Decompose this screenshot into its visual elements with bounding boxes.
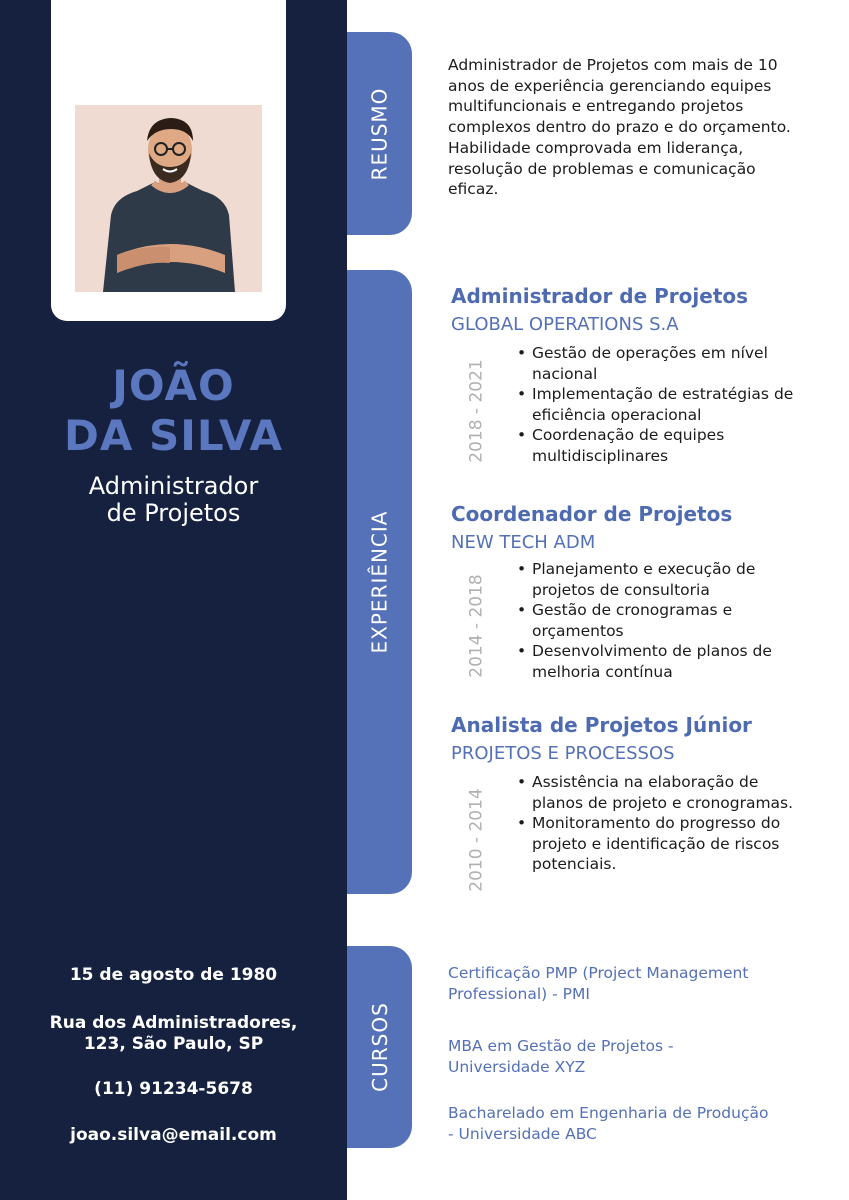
course-item: Bacharelado em Engenharia de Produção - Universidade ABC <box>448 1104 769 1143</box>
portrait-illustration <box>75 105 262 292</box>
job-bullets <box>514 772 814 875</box>
course-item: Certificação PMP (Project Management Professional) - PMI <box>448 964 749 1003</box>
name-last: DA SILVA <box>63 411 283 460</box>
job-bullet: • Implementação de estratégias de eficiência operacional <box>514 384 814 425</box>
job-bullet: • Desenvolvimento de planos de melhoria contínua <box>514 641 814 682</box>
job-years: 2010 - 2014 <box>467 788 488 892</box>
job-company: PROJETOS E PROCESSOS <box>451 743 675 764</box>
birthdate: 15 de agosto de 1980 <box>69 965 278 985</box>
experience-tab-label: EXPERIÊNCIA <box>367 510 392 654</box>
address-line-2: 123, São Paulo, SP <box>83 1034 264 1054</box>
job-years: 2014 - 2018 <box>467 574 488 678</box>
job-title: Analista de Projetos Júnior <box>451 713 752 737</box>
summary-text: Administrador de Projetos com mais de 10 anos de experiência gerenciando equipes multifuncionais e entregando projetos complexos dentro do prazo e do orçamento. Habilidade comprovada em liderança, resolução de problemas e comunicação eficaz. <box>448 56 791 199</box>
name-first: JOÃO <box>112 361 235 410</box>
job-bullet: • Gestão de cronogramas e orçamentos <box>514 600 814 641</box>
job-title: Coordenador de Projetos <box>451 502 733 526</box>
role-line-1: Administrador <box>88 472 259 500</box>
address-line-1: Rua dos Administradores, <box>49 1013 298 1033</box>
job-bullets <box>514 559 814 682</box>
job-bullet: • Gestão de operações em nível nacional <box>514 343 814 384</box>
job-company: NEW TECH ADM <box>451 532 596 553</box>
phone: (11) 91234-5678 <box>94 1079 253 1099</box>
job-title: Administrador de Projetos <box>451 284 749 308</box>
course-item: MBA em Gestão de Projetos - Universidade XYZ <box>448 1037 674 1076</box>
job-bullet: • Assistência na elaboração de planos de projeto e cronogramas. <box>514 772 814 813</box>
email[interactable]: joao.silva@email.com <box>70 1125 277 1145</box>
job-bullets <box>514 343 814 466</box>
job-bullet: • Planejamento e execução de projetos de consultoria <box>514 559 814 600</box>
summary-tab-label: REUSMO <box>367 87 392 180</box>
job-years: 2018 - 2021 <box>467 359 488 463</box>
role-line-2: de Projetos <box>106 499 241 527</box>
job-bullet: • Monitoramento do progresso do projeto e identificação de riscos potenciais. <box>514 813 814 875</box>
job-company: GLOBAL OPERATIONS S.A <box>451 314 679 335</box>
courses-tab-label: CURSOS <box>367 1002 392 1092</box>
profile-photo <box>75 105 262 292</box>
job-bullet: • Coordenação de equipes multidisciplinares <box>514 425 814 466</box>
